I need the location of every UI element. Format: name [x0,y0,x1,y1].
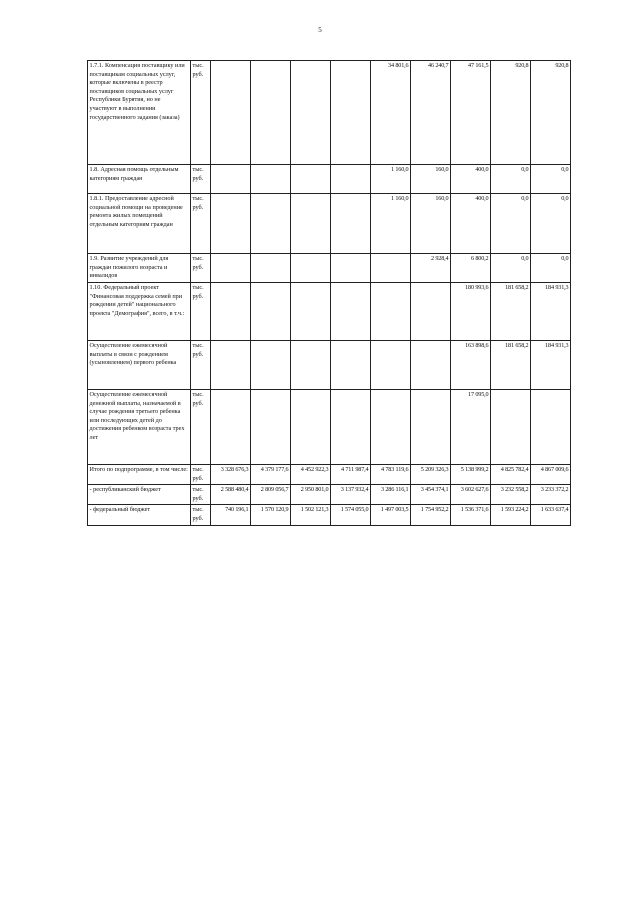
value-cell: 4 452 922,3 [291,465,331,485]
value-cell [251,283,291,341]
value-cell: 3 137 932,4 [331,485,371,505]
value-cell [411,390,451,465]
value-cell: 4 783 119,6 [371,465,411,485]
value-cell: 1 754 952,2 [411,505,451,525]
value-cell: 4 711 987,4 [331,465,371,485]
value-cell: 400,0 [451,194,491,254]
row-name-cell: 1.8. Адресная помощь отдельным категориям граждан [88,165,191,194]
value-cell [251,61,291,165]
table-row [88,165,571,194]
value-cell [251,194,291,254]
value-cell: 4 867 009,6 [531,465,571,485]
value-cell: 2 928,4 [411,254,451,283]
value-cell: 3 602 627,6 [451,485,491,505]
row-name-cell: 1.7.1. Компенсация поставщику или поставщикам социальных услуг, которые включены в реестр поставщиков социальных услуг Республики Бурятия, но не участвуют в выполнении государственного задания (заказа) [88,61,191,165]
value-cell [371,254,411,283]
row-name-cell: Осуществление ежемесячной выплаты в связи с рождением (усыновлением) первого ребенка [88,341,191,390]
row-unit-cell: тыс. руб. [191,505,211,525]
value-cell [411,283,451,341]
value-cell: 920,8 [491,61,531,165]
row-name-cell: 1.10. Федеральный проект "Финансовая поддержка семей при рождении детей" национального проекта "Демография", всего, в т.ч.: [88,283,191,341]
row-unit-cell: тыс. руб. [191,61,211,165]
value-cell: 5 138 999,2 [451,465,491,485]
value-cell: 400,0 [451,165,491,194]
value-cell: 184 931,3 [531,283,571,341]
value-cell: 1 160,0 [371,165,411,194]
table-row [88,254,571,283]
value-cell [211,283,251,341]
row-unit-cell: тыс. руб. [191,390,211,465]
value-cell [331,165,371,194]
value-cell: 181 658,2 [491,283,531,341]
value-cell [411,341,451,390]
value-cell [211,165,251,194]
value-cell [491,390,531,465]
row-name-cell: Итого по подпрограмме, в том числе: [88,465,191,485]
value-cell: 3 286 116,1 [371,485,411,505]
value-cell [251,165,291,194]
row-name-cell: - республиканский бюджет [88,485,191,505]
value-cell [251,390,291,465]
row-unit-cell: тыс. руб. [191,341,211,390]
value-cell [531,390,571,465]
value-cell [211,254,251,283]
value-cell: 6 800,2 [451,254,491,283]
value-cell [291,283,331,341]
table-row [88,390,571,465]
table-row [88,341,571,390]
value-cell [331,61,371,165]
value-cell: 3 454 374,1 [411,485,451,505]
value-cell: 184 931,3 [531,341,571,390]
value-cell: 740 196,1 [211,505,251,525]
budget-table [87,60,571,526]
row-unit-cell: тыс. руб. [191,485,211,505]
table-row [88,485,571,505]
value-cell [291,165,331,194]
value-cell [331,341,371,390]
value-cell [251,341,291,390]
value-cell: 46 240,7 [411,61,451,165]
value-cell [371,390,411,465]
row-name-cell: - федеральный бюджет [88,505,191,525]
value-cell: 1 633 637,4 [531,505,571,525]
value-cell [291,390,331,465]
value-cell: 3 232 558,2 [491,485,531,505]
value-cell: 1 497 003,5 [371,505,411,525]
row-unit-cell: тыс. руб. [191,283,211,341]
value-cell: 0,0 [491,165,531,194]
value-cell: 0,0 [531,254,571,283]
value-cell: 2 809 056,7 [251,485,291,505]
value-cell [291,341,331,390]
value-cell: 3 233 372,2 [531,485,571,505]
row-unit-cell: тыс. руб. [191,194,211,254]
value-cell [331,283,371,341]
value-cell: 4 379 177,6 [251,465,291,485]
value-cell [211,390,251,465]
value-cell [371,341,411,390]
value-cell: 1 593 224,2 [491,505,531,525]
value-cell [211,194,251,254]
value-cell [331,390,371,465]
value-cell: 0,0 [531,194,571,254]
value-cell: 2 588 480,4 [211,485,251,505]
value-cell: 160,0 [411,165,451,194]
value-cell: 17 095,0 [451,390,491,465]
value-cell: 0,0 [491,254,531,283]
value-cell [251,254,291,283]
value-cell [331,194,371,254]
row-unit-cell: тыс. руб. [191,254,211,283]
table-row [88,505,571,525]
table-row [88,194,571,254]
value-cell: 0,0 [491,194,531,254]
value-cell: 180 993,6 [451,283,491,341]
value-cell: 34 801,6 [371,61,411,165]
row-unit-cell: тыс. руб. [191,465,211,485]
row-name-cell: 1.8.1. Предоставление адресной социальной помощи на проведение ремонта жилых помещений отдельным категориям граждан [88,194,191,254]
value-cell: 4 825 782,4 [491,465,531,485]
value-cell: 1 570 120,9 [251,505,291,525]
value-cell: 1 502 121,3 [291,505,331,525]
value-cell [291,61,331,165]
value-cell: 1 574 055,0 [331,505,371,525]
row-name-cell: 1.9. Развитие учреждений для граждан пожилого возраста и инвалидов [88,254,191,283]
value-cell: 0,0 [531,165,571,194]
value-cell [291,194,331,254]
value-cell: 47 161,5 [451,61,491,165]
value-cell [371,283,411,341]
row-name-cell: Осуществление ежемесячной денежной выплаты, назначаемой в случае рождения третьего ребенка или последующих детей до достижения ребенком возраста трех лет [88,390,191,465]
value-cell [211,61,251,165]
value-cell: 160,0 [411,194,451,254]
page-number: 5 [318,26,322,34]
value-cell: 1 160,0 [371,194,411,254]
value-cell [291,254,331,283]
value-cell: 181 658,2 [491,341,531,390]
value-cell: 1 536 371,6 [451,505,491,525]
value-cell: 3 328 676,3 [211,465,251,485]
value-cell [331,254,371,283]
row-unit-cell: тыс. руб. [191,165,211,194]
value-cell [211,341,251,390]
table-row [88,465,571,485]
table-row [88,61,571,165]
table-row [88,283,571,341]
value-cell: 2 950 801,0 [291,485,331,505]
value-cell: 5 209 326,3 [411,465,451,485]
value-cell: 163 898,6 [451,341,491,390]
value-cell: 920,8 [531,61,571,165]
